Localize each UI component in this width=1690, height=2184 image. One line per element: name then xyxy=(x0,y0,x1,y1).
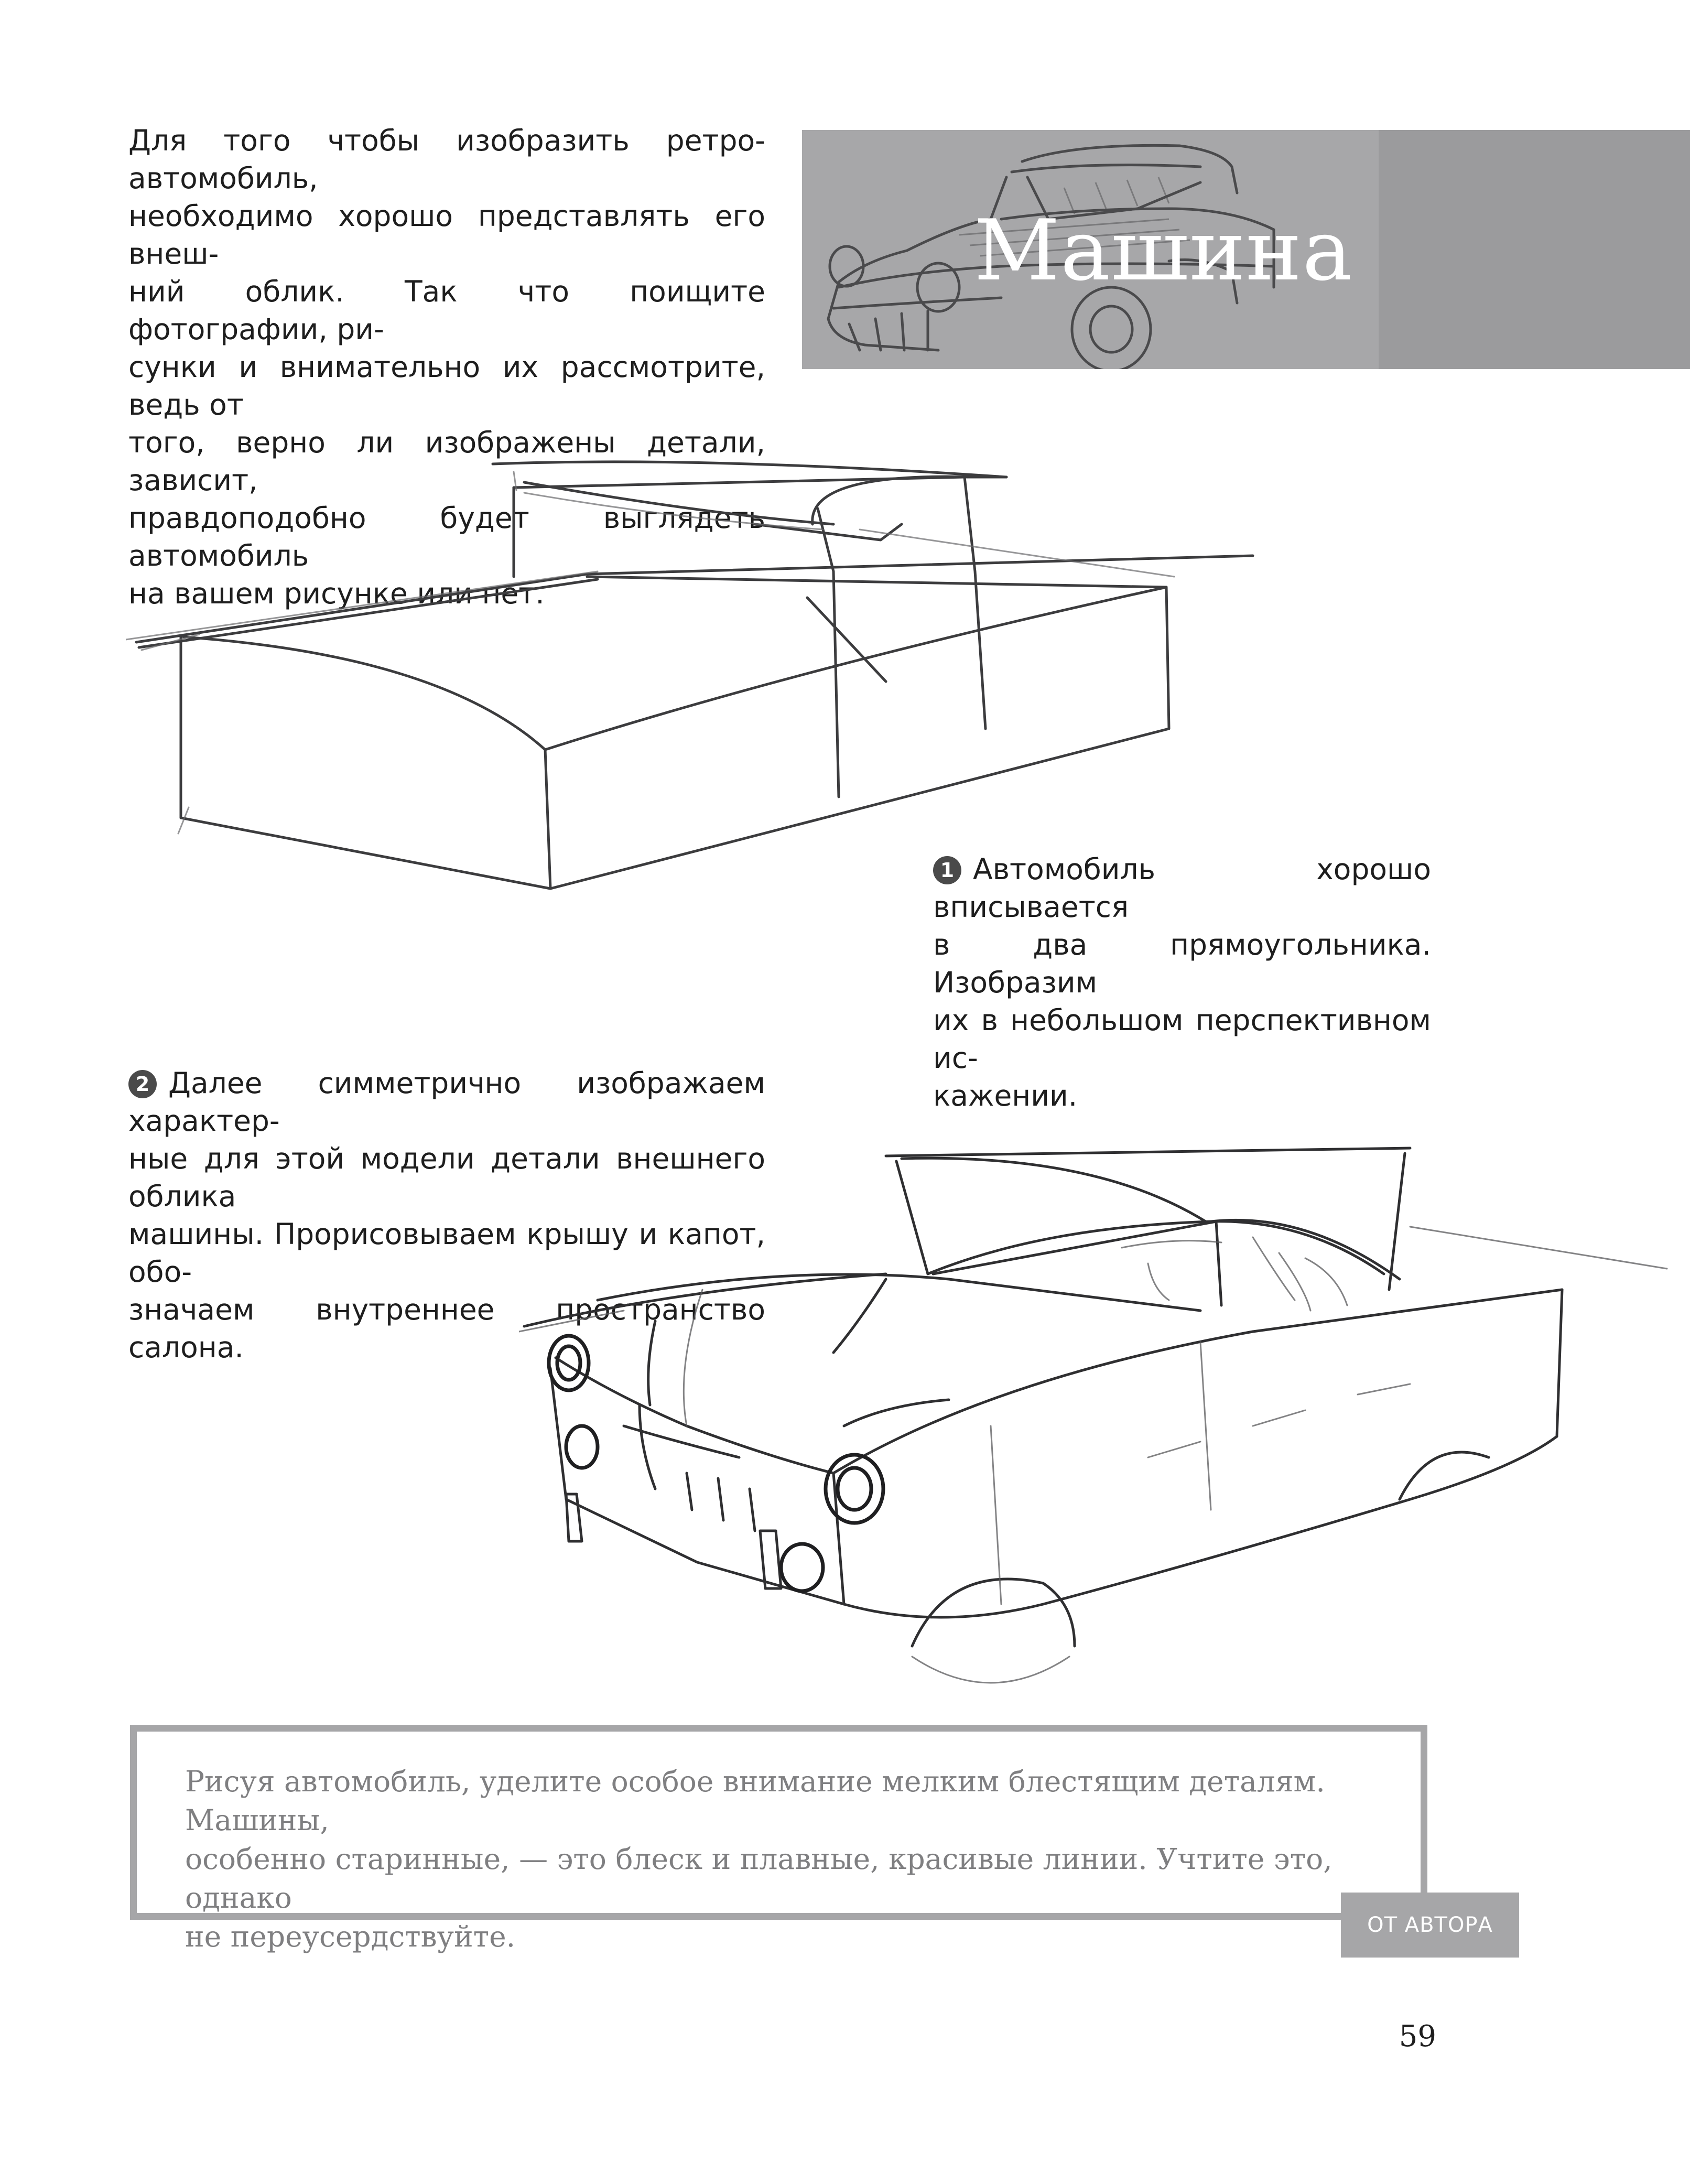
sketch-step-2-car xyxy=(519,1132,1672,1725)
intro-line: Для того чтобы изобразить ретро-автомобиль, xyxy=(128,124,765,195)
intro-line: ний облик. Так что поищите фотографии, ри- xyxy=(128,275,765,346)
intro-line: правдоподобно будет выглядеть автомобиль xyxy=(128,501,765,572)
intro-line: сунки и внимательно их рассмотрите, ведь от xyxy=(128,350,765,421)
step-line: в два прямоугольника. Изобразим xyxy=(933,928,1431,999)
step-line: значаем внутреннее пространство салона. xyxy=(128,1293,765,1364)
note-line: Рисуя автомобиль, уделите особое внимание мелким блестящим деталям. Машины, xyxy=(185,1765,1325,1837)
note-line: особенно старинные, — это блеск и плавные, красивые линии. Учтите это, однако xyxy=(185,1842,1332,1915)
intro-line: необходимо хорошо представлять его внеш- xyxy=(128,199,765,271)
intro-line: того, верно ли изображены детали, зависит, xyxy=(128,426,765,497)
step-line: Автомобиль хорошо вписывается xyxy=(933,852,1431,924)
note-line: не переусердствуйте. xyxy=(185,1920,516,1953)
step-number-badge: 2 xyxy=(128,1070,157,1098)
title-banner xyxy=(802,130,1690,369)
page-title: Машина xyxy=(974,201,1353,299)
author-note-tag: ОТ АВТОРА xyxy=(1341,1893,1519,1958)
page-number: 59 xyxy=(1399,2019,1436,2053)
author-note-box xyxy=(130,1725,1427,1953)
step-1-caption xyxy=(933,850,1431,1115)
intro-line: на вашем рисунке или нет. xyxy=(128,577,545,610)
step-line: кажении. xyxy=(933,1079,1078,1112)
step-line: Далее симметрично изображаем характер- xyxy=(128,1066,765,1138)
step-number-badge: 1 xyxy=(933,856,961,884)
step-line: их в небольшом перспективном ис- xyxy=(933,1003,1431,1075)
step-line: машины. Прорисовываем крышу и капот, обо- xyxy=(128,1217,765,1289)
step-line: ные для этой модели детали внешнего облика xyxy=(128,1142,765,1213)
author-note-text xyxy=(185,1762,1364,1956)
